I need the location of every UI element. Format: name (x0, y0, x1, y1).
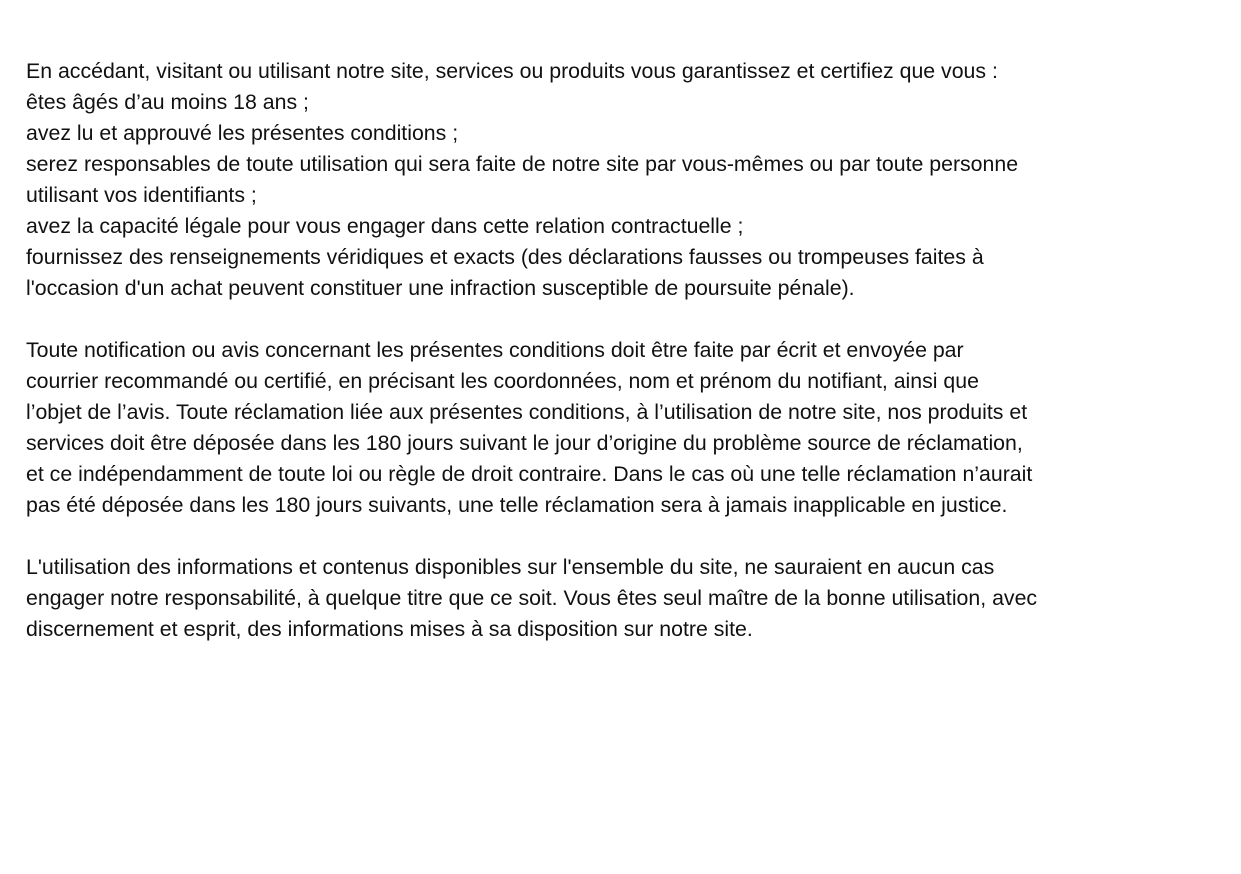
text-line: En accédant, visitant ou utilisant notre site, services ou produits vous garantissez et certifiez que vous : (26, 59, 998, 83)
text-line: pas été déposée dans les 180 jours suivants, une telle réclamation sera à jamais inapplicable en justice. (26, 493, 1008, 517)
text-line: fournissez des renseignements véridiques et exacts (des déclarations fausses ou trompeuses faites à (26, 245, 984, 269)
text-line: courrier recommandé ou certifié, en précisant les coordonnées, nom et prénom du notifiant, ainsi que (26, 369, 979, 393)
text-line: utilisant vos identifiants ; (26, 183, 257, 207)
text-line: l'occasion d'un achat peuvent constituer une infraction susceptible de poursuite pénale). (26, 276, 855, 300)
document-body (26, 56, 1226, 645)
text-line: serez responsables de toute utilisation qui sera faite de notre site par vous-mêmes ou par toute personne (26, 152, 1019, 176)
text-line: avez la capacité légale pour vous engager dans cette relation contractuelle ; (26, 214, 744, 238)
paragraph-liability (26, 552, 1226, 645)
paragraph-notification (26, 335, 1226, 521)
text-line: et ce indépendamment de toute loi ou règle de droit contraire. Dans le cas où une telle réclamation n’aurait (26, 462, 1033, 486)
text-line: L'utilisation des informations et contenus disponibles sur l'ensemble du site, ne sauraient en aucun cas (26, 555, 995, 579)
text-line: Toute notification ou avis concernant les présentes conditions doit être faite par écrit et envoyée par (26, 338, 964, 362)
text-line: l’objet de l’avis. Toute réclamation liée aux présentes conditions, à l’utilisation de notre site, nos produits et (26, 400, 1028, 424)
text-line: avez lu et approuvé les présentes conditions ; (26, 121, 459, 145)
text-line: discernement et esprit, des informations mises à sa disposition sur notre site. (26, 617, 753, 641)
text-line: services doit être déposée dans les 180 jours suivant le jour d’origine du problème source de réclamation, (26, 431, 1023, 455)
paragraph-conditions-warranty (26, 56, 1226, 304)
text-line: êtes âgés d’au moins 18 ans ; (26, 90, 309, 114)
text-line: engager notre responsabilité, à quelque titre que ce soit. Vous êtes seul maître de la bonne utilisation, avec (26, 586, 1038, 610)
